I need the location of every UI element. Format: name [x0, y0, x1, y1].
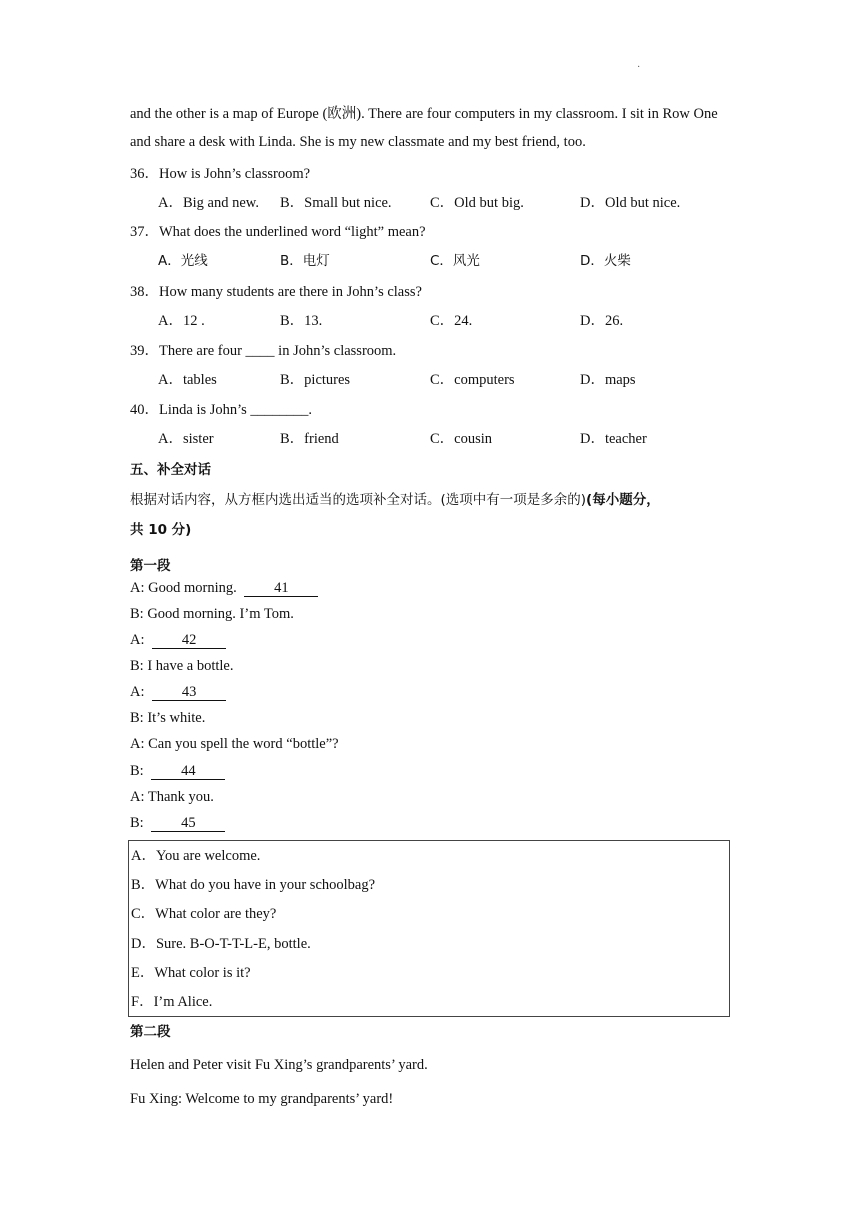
question-stem: 40．Linda is John’s ________.: [130, 402, 313, 418]
box-option-a: A．You are welcome.: [131, 848, 261, 864]
answer-blank: 43: [152, 685, 226, 701]
question-stem: 38．How many students are there in John’s class?: [130, 284, 422, 300]
question-options: [158, 309, 758, 329]
dialogue-line-3: [130, 632, 226, 649]
question-options: [158, 249, 758, 269]
box-option-f: F．I’m Alice.: [131, 994, 213, 1010]
options-box: [128, 840, 730, 1017]
option-c: C．cousin: [430, 431, 493, 447]
box-option-c: C．What color are they?: [131, 906, 277, 922]
box-option-d: D．Sure. B-O-T-T-L-E, bottle.: [131, 936, 311, 952]
answer-blank: 42: [152, 633, 226, 649]
option-a: A．sister: [158, 431, 214, 447]
option-d: D．26.: [580, 313, 624, 329]
option-b: B．Small but nice.: [280, 195, 392, 211]
box-option-e: E．What color is it?: [131, 965, 251, 981]
passage-end: and the other is a map of Europe (欧洲). There are four computers in my classroom. I sit in Row One and share a desk with Linda. She is my new classmate and my best friend, too.: [130, 106, 718, 150]
dialogue-line-1: [130, 580, 318, 597]
dialogue-line-5: [130, 684, 226, 701]
score-note: (每小题分，: [586, 492, 660, 508]
dialogue-text: B:: [130, 763, 148, 779]
option-a: A．光线: [158, 253, 208, 269]
option-d: D．火柴: [580, 253, 631, 269]
section-title: 五、补全对话: [130, 462, 211, 478]
dialogue-line-8: [130, 763, 225, 780]
dialogue-line-6: B: It’s white.: [130, 710, 206, 726]
answer-blank: 44: [151, 764, 225, 780]
dialogue-line-2: B: Good morning. I’m Tom.: [130, 606, 294, 622]
part1-title: 第一段: [130, 558, 171, 574]
instruction-text: 根据对话内容，从方框内选出适当的选项补全对话。(选项中有一项是多余的): [130, 492, 587, 508]
dialogue-text: A:: [130, 632, 149, 648]
option-a: A．12 .: [158, 313, 205, 329]
option-c: C．Old but big.: [430, 195, 524, 211]
page-mark: ·: [637, 62, 641, 73]
question-options: [158, 368, 758, 388]
answer-blank: 41: [244, 581, 318, 597]
dialogue-text: A: Good morning.: [130, 580, 241, 596]
option-b: B．电灯: [280, 253, 330, 269]
score-note-cont: 共 10 分): [130, 522, 192, 538]
option-b: B．pictures: [280, 372, 351, 388]
question-options: [158, 427, 758, 447]
box-option-b: B．What do you have in your schoolbag?: [131, 877, 376, 893]
option-c: C．风光: [430, 253, 480, 269]
dialogue-line-9: A: Thank you.: [130, 789, 214, 805]
option-a: A．Big and new.: [158, 195, 259, 211]
question-options: [158, 191, 758, 211]
part2-title: 第二段: [130, 1024, 171, 1040]
answer-blank: 45: [151, 816, 225, 832]
dialogue-text: A:: [130, 684, 149, 700]
option-b: B．friend: [280, 431, 339, 447]
question-stem: 39．There are four ____ in John’s classroom.: [130, 343, 397, 359]
question-stem: 36．How is John’s classroom?: [130, 166, 311, 182]
dialogue-line-10: [130, 815, 225, 832]
part2-line-2: Fu Xing: Welcome to my grandparents’ yard!: [130, 1091, 394, 1107]
option-c: C．24.: [430, 313, 473, 329]
option-d: D．teacher: [580, 431, 647, 447]
option-a: A．tables: [158, 372, 217, 388]
section-instruction: [130, 488, 660, 508]
dialogue-line-7: A: Can you spell the word “bottle”?: [130, 736, 339, 752]
question-stem: 37．What does the underlined word “light” mean?: [130, 224, 426, 240]
part2-line-1: Helen and Peter visit Fu Xing’s grandparents’ yard.: [130, 1057, 428, 1073]
option-b: B．13.: [280, 313, 323, 329]
dialogue-line-4: B: I have a bottle.: [130, 658, 234, 674]
dialogue-text: B:: [130, 815, 148, 831]
option-c: C．computers: [430, 372, 515, 388]
option-d: D．maps: [580, 372, 636, 388]
option-d: D．Old but nice.: [580, 195, 681, 211]
